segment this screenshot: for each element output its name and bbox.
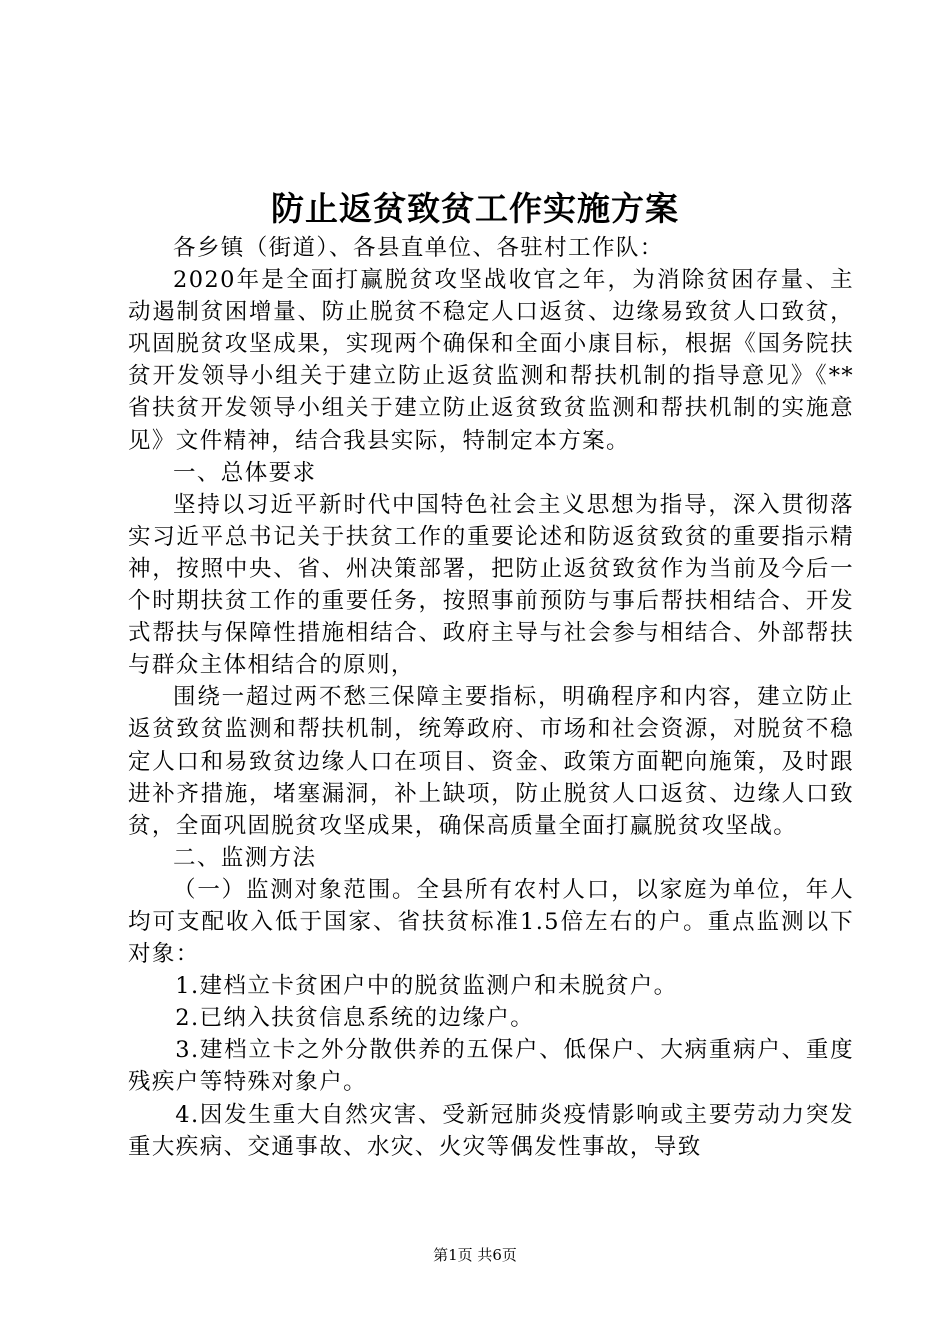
- paragraph-objectives: 围绕一超过两不愁三保障主要指标，明确程序和内容，建立防止返贫致贫监测和帮扶机制，统筹政府、市场和社会资源，对脱贫不稳定人口和易致贫边缘人口在项目、资金、政策方面靶向施策，及时跟进补齐措施，堵塞漏洞，补上缺项，防止脱贫人口返贫、边缘人口致贫，全面巩固脱贫攻坚成果，确保高质量全面打赢脱贫攻坚战。: [128, 684, 854, 839]
- paragraph-monitoring-scope: （一）监测对象范围。全县所有农村人口，以家庭为单位，年人均可支配收入低于国家、省扶贫标准1.5倍左右的户。重点监测以下对象：: [128, 876, 854, 968]
- section-heading-monitoring-methods: 二、监测方法: [173, 844, 317, 871]
- list-item: 2.已纳入扶贫信息系统的边缘户。: [175, 1005, 535, 1032]
- document-body: [128, 232, 854, 1163]
- list-item: 3.建档立卡之外分散供养的五保户、低保户、大病重病户、重度残疾户等特殊对象户。: [128, 1037, 854, 1096]
- section-heading-general-requirements: 一、总体要求: [173, 459, 317, 486]
- salutation: 各乡镇（街道）、各县直单位、各驻村工作队：: [173, 235, 664, 261]
- page-number: 第1页 共6页: [433, 1246, 517, 1264]
- paragraph-intro: 2020年是全面打赢脱贫攻坚战收官之年，为消除贫困存量、主动遏制贫困增量、防止脱贫不稳定人口返贫、边缘易致贫人口致贫，巩固脱贫攻坚成果，实现两个确保和全面小康目标，根据《国务院扶贫开发领导小组关于建立防止返贫监测和帮扶机制的指导意见》《**省扶贫开发领导小组关于建立防止返贫致贫监测和帮扶机制的实施意见》文件精神，结合我县实际，特制定本方案。: [128, 267, 854, 454]
- list-item: 1.建档立卡贫困户中的脱贫监测户和未脱贫户。: [175, 973, 678, 1000]
- list-item: 4.因发生重大自然灾害、受新冠肺炎疫情影响或主要劳动力突发重大疾病、交通事故、水灾、火灾等偶发性事故，导致: [128, 1101, 854, 1160]
- document-title: 防止返贫致贫工作实施方案: [271, 189, 679, 228]
- paragraph-guiding-thought: 坚持以习近平新时代中国特色社会主义思想为指导，深入贯彻落实习近平总书记关于扶贫工作的重要论述和防返贫致贫的重要指示精神，按照中央、省、州决策部署，把防止返贫致贫作为当前及今后一个时期扶贫工作的重要任务，按照事前预防与事后帮扶相结合、开发式帮扶与保障性措施相结合、政府主导与社会参与相结合、外部帮扶与群众主体相结合的原则，: [128, 491, 854, 679]
